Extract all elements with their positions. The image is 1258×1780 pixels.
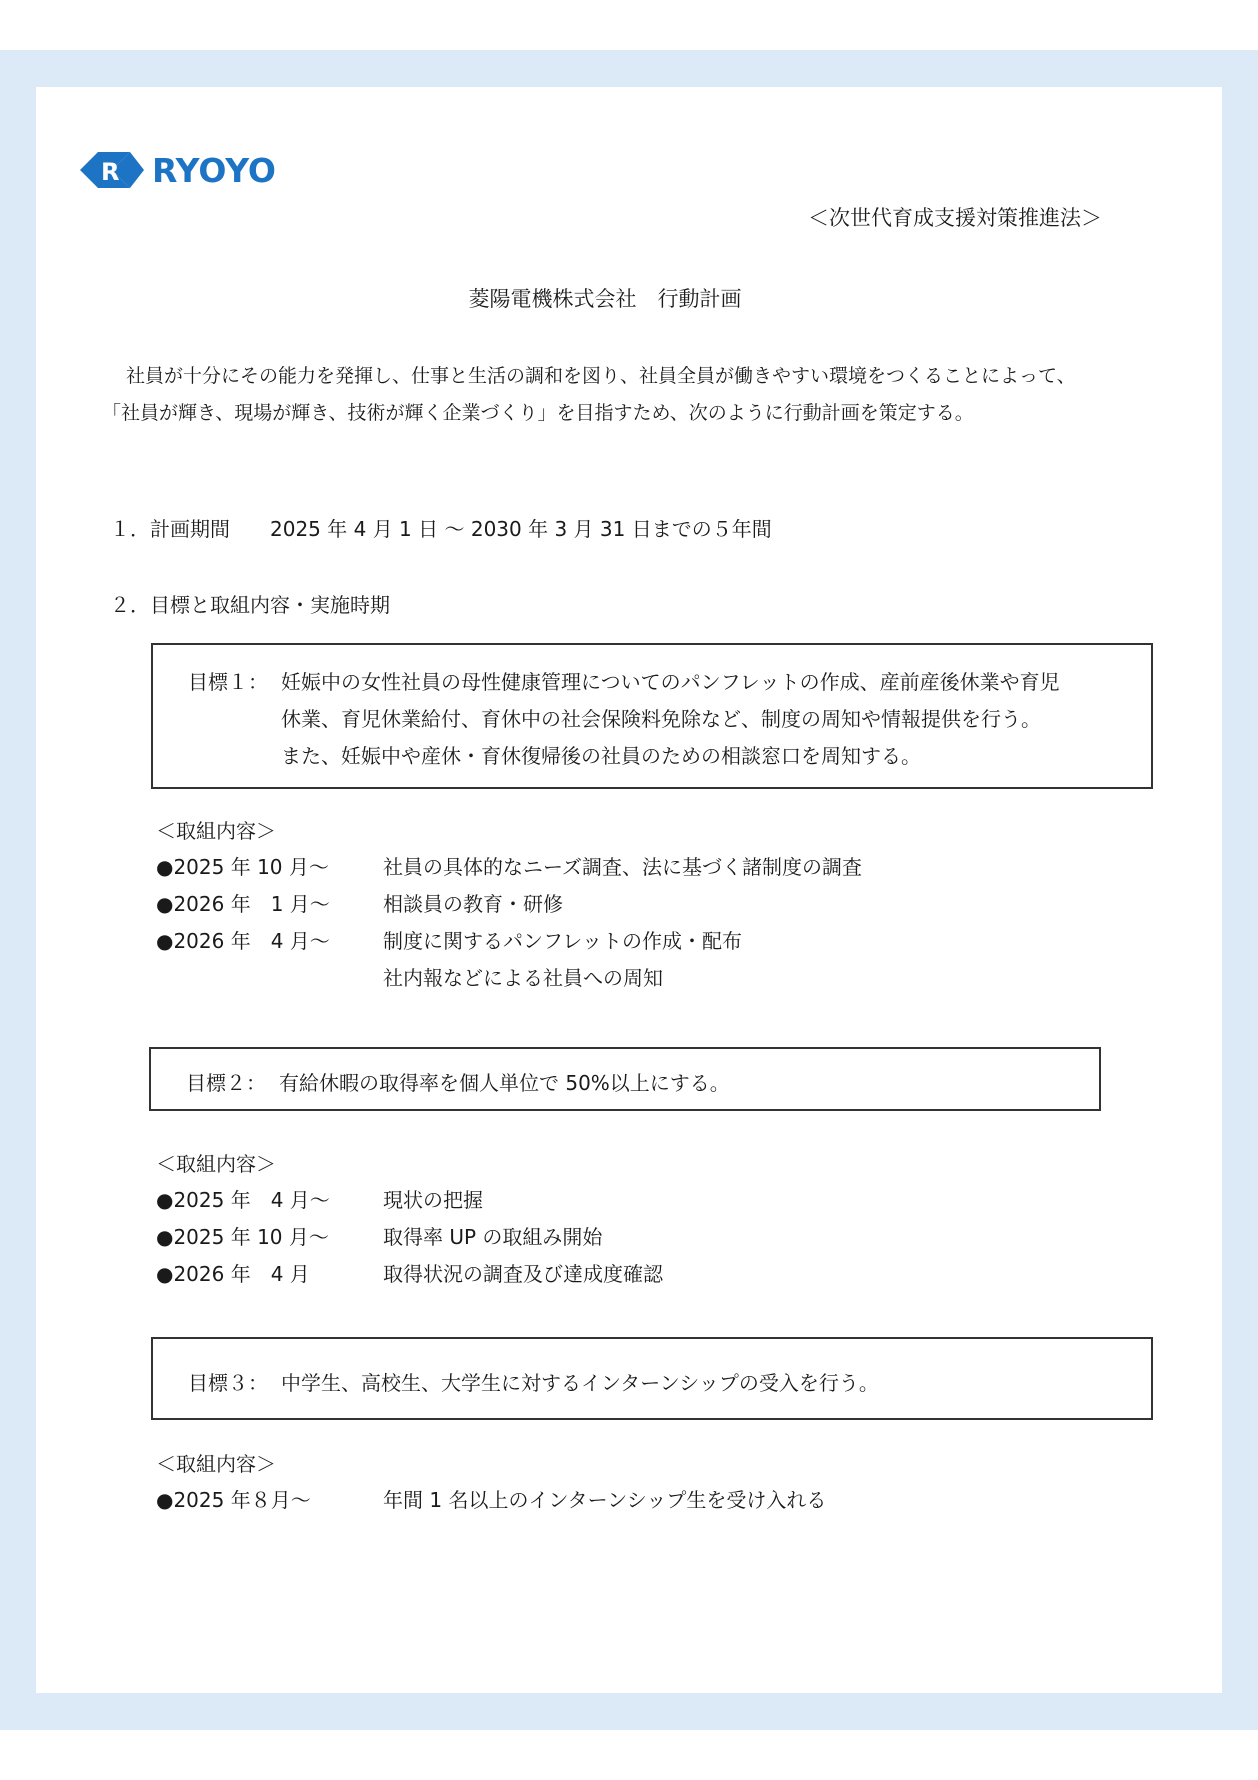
- action-date: ●2025 年 10 月～: [156, 1225, 329, 1249]
- intro-line: 社員が十分にその能力を発揮し、仕事と生活の調和を図り、社員全員が働きやすい環境をつくることによって、: [126, 365, 1076, 387]
- action-date: ●2025 年 4 月～: [156, 1188, 330, 1212]
- actions-heading: ＜取組内容＞: [156, 819, 276, 843]
- action-date: ●2026 年 4 月～: [156, 929, 330, 953]
- goals-heading: ２．目標と取組内容・実施時期: [110, 593, 390, 617]
- page-title: 菱陽電機株式会社 行動計画: [468, 287, 742, 311]
- intro-paragraph: [102, 358, 1152, 432]
- action-date: ●2025 年８月～: [156, 1488, 311, 1512]
- action-desc: 制度に関するパンフレットの作成・配布: [383, 929, 742, 953]
- goal-text-line: 有給休暇の取得率を個人単位で 50%以上にする。: [279, 1071, 730, 1095]
- law-label: ＜次世代育成支援対策推進法＞: [808, 206, 1102, 230]
- action-desc: 取得状況の調査及び達成度確認: [383, 1262, 663, 1286]
- logo-text: RYOYO: [152, 150, 276, 190]
- svg-text:R: R: [101, 158, 120, 186]
- action-desc: 取得率 UP の取組み開始: [383, 1225, 603, 1249]
- goal-label: 目標３：: [188, 1371, 268, 1395]
- action-date: ●2026 年 4 月: [156, 1262, 310, 1286]
- goal-text-line: 休業、育児休業給付、育休中の社会保険料免除など、制度の周知や情報提供を行う。: [281, 707, 1041, 731]
- action-desc: 社内報などによる社員への周知: [383, 966, 663, 990]
- action-desc: 社員の具体的なニーズ調査、法に基づく諸制度の調査: [383, 855, 862, 879]
- action-desc: 年間 1 名以上のインターンシップ生を受け入れる: [383, 1488, 827, 1512]
- intro-line: 「社員が輝き、現場が輝き、技術が輝く企業づくり」を目指すため、次のように行動計画を策定する。: [102, 402, 974, 424]
- company-logo: [80, 148, 276, 192]
- action-desc: 相談員の教育・研修: [383, 892, 563, 916]
- actions-heading: ＜取組内容＞: [156, 1152, 276, 1176]
- plan-period: １．計画期間 2025 年 4 月 1 日 ～ 2030 年 3 月 31 日までの５年間: [110, 517, 772, 541]
- ryoyo-logo-icon: [80, 148, 144, 192]
- action-date: ●2025 年 10 月～: [156, 855, 329, 879]
- action-date: ●2026 年 1 月～: [156, 892, 330, 916]
- goal-label: 目標２：: [186, 1071, 266, 1095]
- goal-text-line: また、妊娠中や産休・育休復帰後の社員のための相談窓口を周知する。: [281, 744, 921, 768]
- action-desc: 現状の把握: [383, 1188, 483, 1212]
- goal-text-line: 妊娠中の女性社員の母性健康管理についてのパンフレットの作成、産前産後休業や育児: [281, 670, 1060, 694]
- goal-label: 目標１：: [188, 670, 268, 694]
- goal-text-line: 中学生、高校生、大学生に対するインターンシップの受入を行う。: [281, 1371, 879, 1395]
- actions-heading: ＜取組内容＞: [156, 1452, 276, 1476]
